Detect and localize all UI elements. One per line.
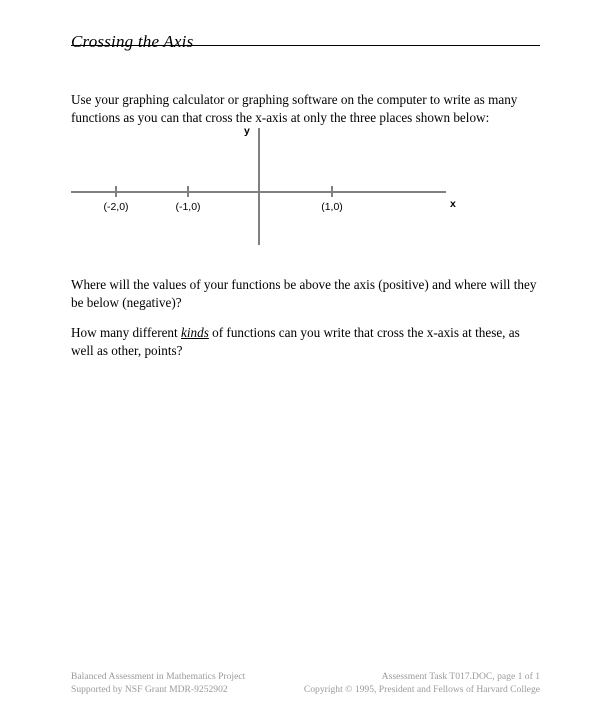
question-2-emphasized-word: kinds (181, 325, 209, 341)
title-divider (71, 45, 540, 46)
x-tick-label: (-1,0) (175, 201, 201, 213)
question-2-text-before: How many different (71, 325, 181, 341)
footer-left-block (71, 671, 245, 696)
x-axis-line (71, 191, 446, 193)
x-axis-label: x (450, 198, 456, 210)
x-axis-tick-mark (331, 186, 333, 197)
x-axis-tick-mark (115, 186, 117, 197)
footer-right-block (304, 671, 540, 696)
footer-task-id: Assessment Task T017.DOC, page 1 of 1 (381, 671, 540, 682)
footer-copyright: Copyright © 1995, President and Fellows of Harvard College (303, 683, 540, 695)
question-2-text-after: of functions can you write that cross the x-axis at these, as well as other, points? (71, 325, 520, 359)
x-axis-tick-mark (187, 186, 189, 197)
x-tick-label: (-2,0) (103, 201, 129, 213)
question-paragraph-1: Where will the values of your functions be above the axis (positive) and where will they be below (negative)? (71, 277, 537, 311)
page-title: Crossing the Axis (71, 32, 194, 52)
y-axis-label: y (244, 125, 250, 137)
page-footer (71, 671, 540, 699)
question-paragraph-2 (71, 324, 537, 360)
intro-paragraph: Use your graphing calculator or graphing software on the computer to write as many functions as you can that cross the x-axis at only the three places shown below: (71, 92, 518, 126)
footer-project-name: Balanced Assessment in Mathematics Project (71, 671, 246, 682)
y-axis-line (258, 128, 260, 245)
x-tick-label: (1,0) (321, 201, 343, 213)
footer-grant-info: Supported by NSF Grant MDR-9252902 (71, 683, 228, 695)
